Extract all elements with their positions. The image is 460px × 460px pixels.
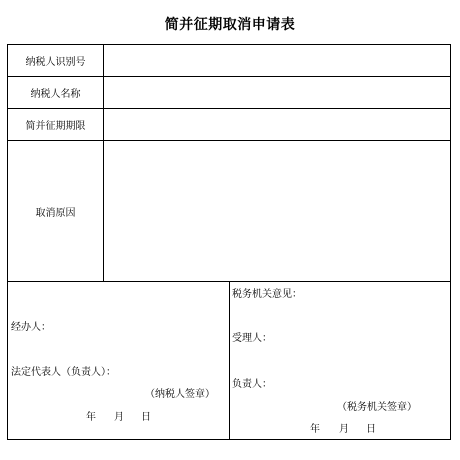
taxpayer-id-field[interactable] [104,45,450,76]
taxpayer-name-field[interactable] [104,77,450,108]
taxpayer-date-day: 日 [141,412,151,423]
authority-date-day: 日 [366,424,376,435]
legal-rep-label: 法定代表人（负责人）： [11,367,116,378]
taxpayer-id-label: 纳税人识别号 [25,57,86,68]
tax-authority-seal-label: （税务机关签章） [337,402,417,413]
application-form-table [7,44,451,440]
signature-column-divider [229,281,230,439]
tax-authority-opinion-label: 税务机关意见： [232,289,302,300]
receiver-label: 受理人： [232,333,272,344]
taxpayer-seal-label: （纳税人签章） [145,389,215,400]
form-title: 简并征期取消申请表 [164,17,296,33]
filing-period-label: 简并征期期限 [25,121,86,132]
handler-label: 经办人： [11,322,51,333]
cancel-reason-label: 取消原因 [35,207,76,219]
authority-date-year: 年 [310,424,320,435]
cancel-reason-field[interactable] [104,141,450,281]
filing-period-field[interactable] [104,109,450,140]
taxpayer-date-month: 月 [114,412,124,423]
authority-date-month: 月 [339,424,349,435]
taxpayer-name-label: 纳税人名称 [30,89,81,100]
responsible-person-label: 负责人： [232,379,272,390]
taxpayer-date-year: 年 [86,412,96,423]
